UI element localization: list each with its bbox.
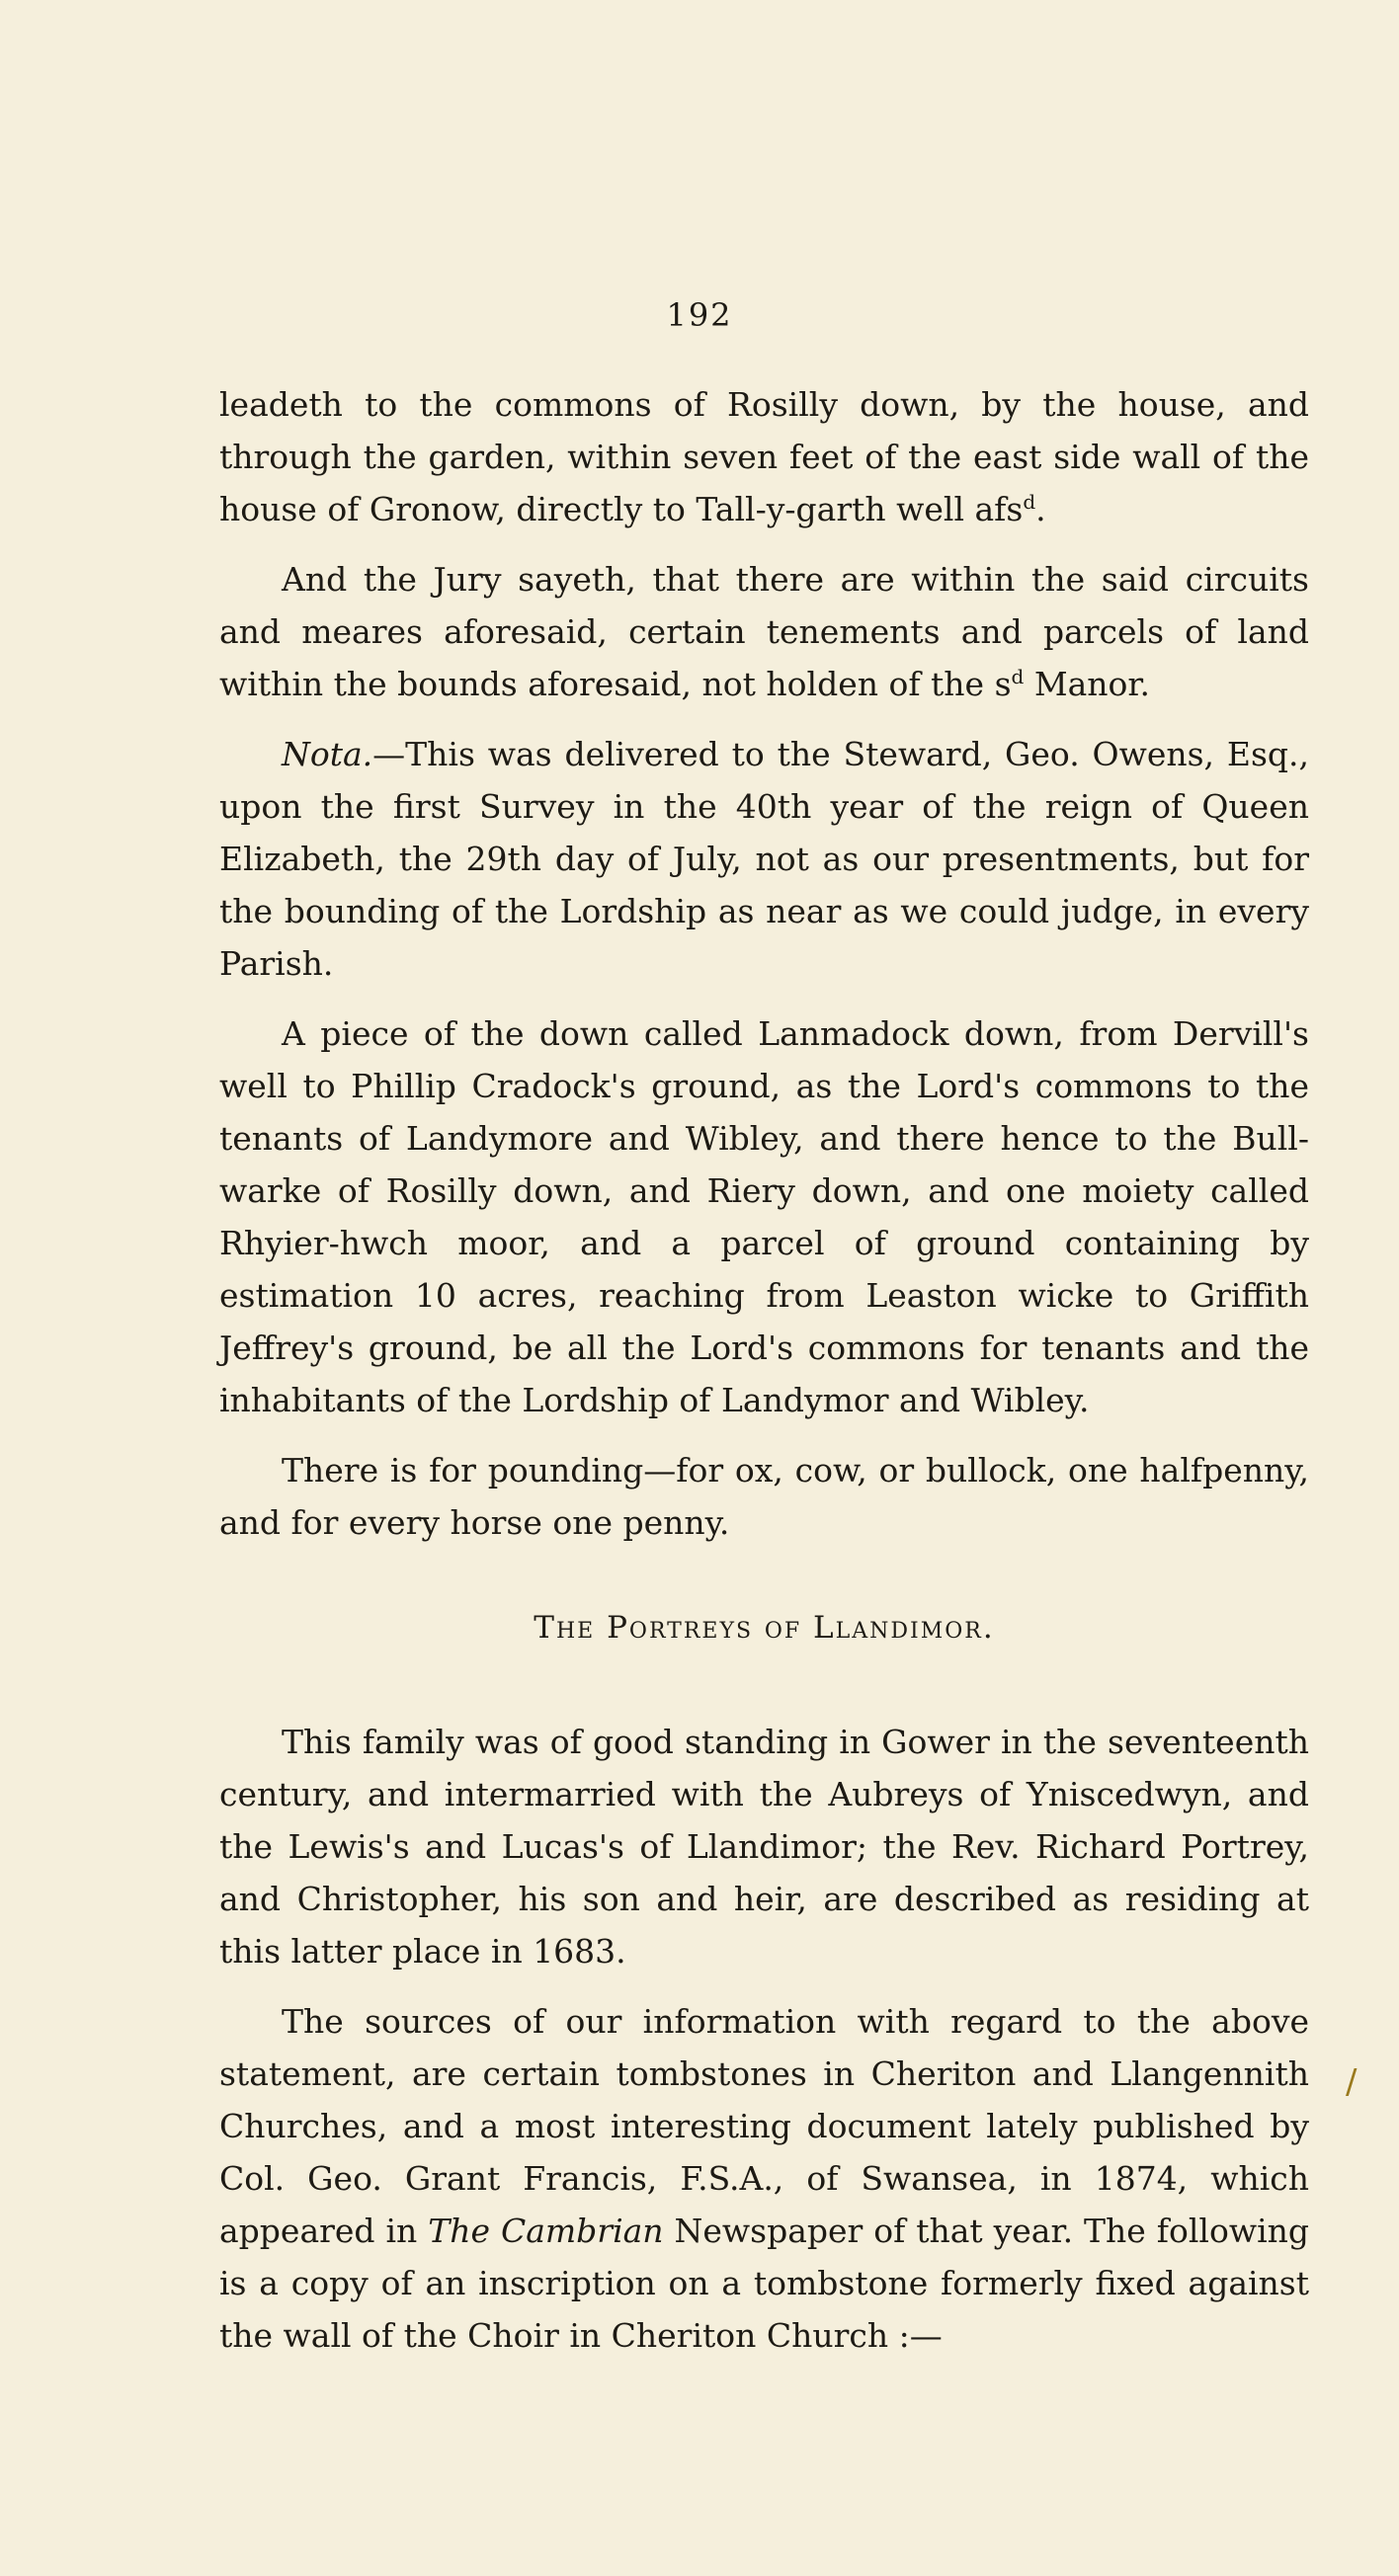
paragraph-pounding <box>219 1444 1309 1549</box>
paragraph-tail: . <box>1035 490 1046 528</box>
heading-text: The Portreys of Llandimor. <box>534 1610 995 1646</box>
paragraph-text: The sources of our information with regard to the above statement, are certain tombstones in Cheriton and Llangennith Churches, and a most interesting document lately published by Col. Geo. Grant Francis, F.S.A., of Swansea, in 1874, which appeared in <box>219 2002 1309 2250</box>
paragraph-continuation <box>219 378 1309 535</box>
paragraph-nota <box>219 728 1309 990</box>
paragraph-text: This family was of good standing in Gower in the seventeenth century, and intermarried with the Aubreys of Yniscedwyn, and the Lewis's and Lucas's of Llandimor; the Rev. Richard Portrey, and Christopher, his son and heir, are described as residing at this latter place in 1683. <box>219 1723 1309 1971</box>
paragraph-text: And the Jury sayeth, that there are within the said circuits and meares aforesaid, certain tenements and parcels of land within the bounds aforesaid, not holden of the s <box>219 560 1309 703</box>
paragraph-jury <box>219 553 1309 710</box>
section-heading <box>219 1602 1309 1654</box>
paragraph-commons <box>219 1007 1309 1426</box>
superscript: d <box>1011 665 1025 688</box>
paragraph-text: There is for pounding—for ox, cow, or bullock, one halfpenny, and for every horse one penny. <box>219 1451 1309 1542</box>
marginal-pencil-mark: / <box>1346 2062 1358 2102</box>
paragraph-family <box>219 1716 1309 1977</box>
superscript: d <box>1023 490 1036 514</box>
paragraph-sources <box>219 1995 1309 2362</box>
paragraph-text: leadeth to the commons of Rosilly down, by the house, and through the garden, within seven feet of the east side wall of the house of Gronow, directly to Tall-y-garth well afs <box>219 385 1309 528</box>
page-number: 192 <box>666 296 733 334</box>
paragraph-text: —This was delivered to the Steward, Geo. Owens, Esq., upon the first Survey in the 40th year of the reign of Queen Elizabeth, the 29th day of July, not as our presentments, but for the bounding of the Lordship as near as we could judge, in every Parish. <box>219 735 1309 983</box>
paragraph-text-after: Newspaper of that year. The following is a copy of an inscription on a tombstone formerly fixed against the wall of the Choir in Cheriton Church :— <box>219 2212 1309 2355</box>
body-text <box>219 378 1309 2379</box>
nota-label: Nota. <box>282 735 373 773</box>
newspaper-title: The Cambrian <box>428 2212 664 2250</box>
paragraph-tail: Manor. <box>1024 665 1151 703</box>
paragraph-text: A piece of the down called Lanmadock down, from Dervill's well to Phillip Cradock's ground, as the Lord's commons to the tenants of Landymore and Wibley, and there hence to the Bull-warke of Rosilly down, and Riery down, and one moiety called Rhyier-hwch moor, and a parcel of ground containing by estimation 10 acres, reaching from Leaston wicke to Griffith Jeffrey's ground, be all the Lord's commons for tenants and the inhabitants of the Lordship of Landymor and Wibley. <box>219 1014 1309 1419</box>
